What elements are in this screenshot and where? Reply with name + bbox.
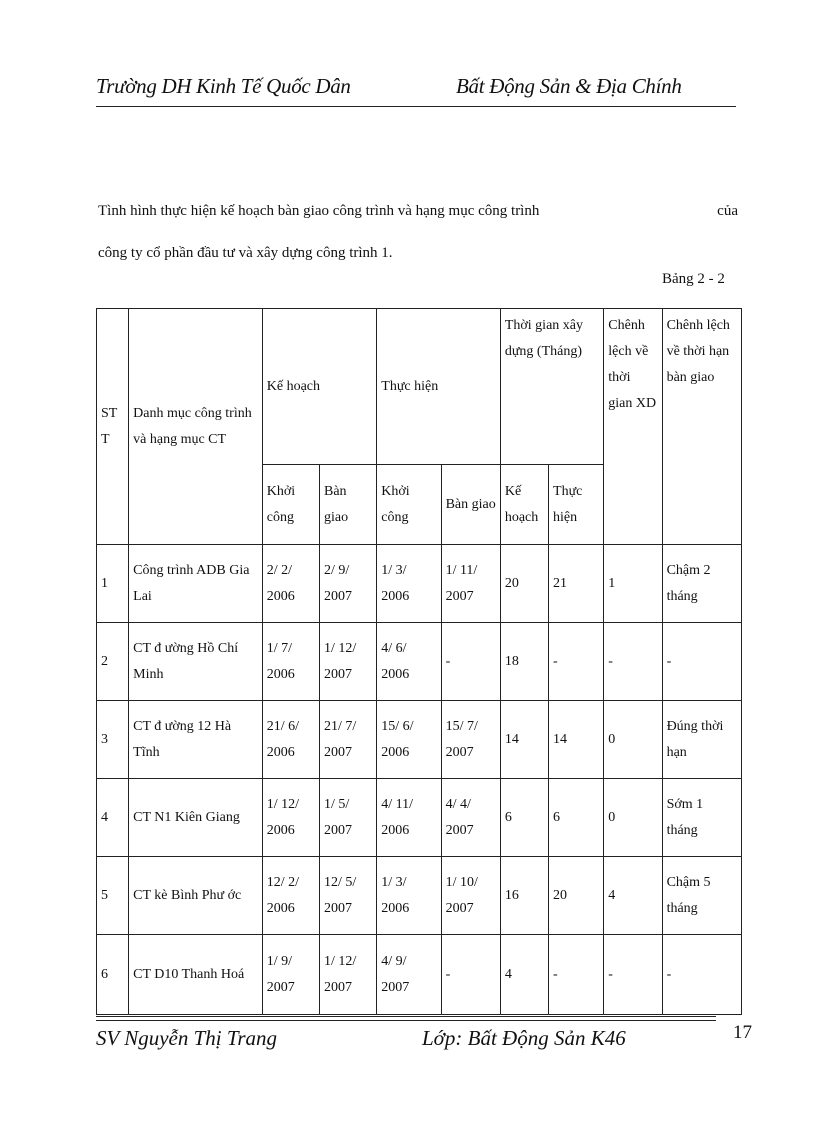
cell-act-handover: 15/ 7/ 2007 xyxy=(441,701,500,779)
cell-plan-handover: 1/ 5/ 2007 xyxy=(320,779,377,857)
cell-dur-actual: 14 xyxy=(549,701,604,779)
th-plan: Kế hoạch xyxy=(262,309,377,465)
cell-stt: 2 xyxy=(97,623,129,701)
cell-dur-plan: 18 xyxy=(500,623,548,701)
cell-act-handover: 1/ 11/ 2007 xyxy=(441,545,500,623)
th-act-handover: Bàn giao xyxy=(441,465,500,545)
cell-act-start: 4/ 11/ 2006 xyxy=(377,779,441,857)
cell-plan-start: 1/ 12/ 2006 xyxy=(262,779,319,857)
cell-diff-time: 1 xyxy=(604,545,662,623)
th-dur-actual: Thực hiện xyxy=(549,465,604,545)
cell-name: CT đ ường 12 Hà Tĩnh xyxy=(129,701,263,779)
cell-dur-plan: 6 xyxy=(500,779,548,857)
th-duration: Thời gian xây dựng (Tháng) xyxy=(500,309,603,465)
th-plan-start: Khởi công xyxy=(262,465,319,545)
cell-diff-handover: Sớm 1 tháng xyxy=(662,779,741,857)
cell-diff-handover: Chậm 2 tháng xyxy=(662,545,741,623)
cell-plan-handover: 1/ 12/ 2007 xyxy=(320,623,377,701)
footer-class: Lớp: Bất Động Sản K46 xyxy=(422,1026,626,1050)
cell-dur-actual: - xyxy=(549,935,604,1015)
intro-text: Tình hình thực hiện kế hoạch bàn giao công trình và hạng mục công trình xyxy=(98,203,540,219)
footer-rule-thin xyxy=(96,1020,716,1021)
intro-paragraph xyxy=(98,190,738,274)
table-row xyxy=(97,935,742,1015)
cell-stt: 6 xyxy=(97,935,129,1015)
page-number: 17 xyxy=(733,1022,752,1043)
page-header xyxy=(96,70,736,107)
th-plan-handover: Bàn giao xyxy=(320,465,377,545)
table-row xyxy=(97,623,742,701)
cell-plan-handover: 2/ 9/ 2007 xyxy=(320,545,377,623)
cell-name: CT đ ường Hồ Chí Minh xyxy=(129,623,263,701)
cell-stt: 4 xyxy=(97,779,129,857)
cell-stt: 3 xyxy=(97,701,129,779)
intro-line-1 xyxy=(98,190,738,232)
cell-act-handover: 1/ 10/ 2007 xyxy=(441,857,500,935)
cell-act-start: 4/ 9/ 2007 xyxy=(377,935,441,1015)
cell-name: Công trình ADB Gia Lai xyxy=(129,545,263,623)
intro-line-2: công ty cổ phần đầu tư và xây dựng công trình 1. xyxy=(98,245,393,261)
cell-diff-handover: - xyxy=(662,935,741,1015)
cell-dur-actual: - xyxy=(549,623,604,701)
cell-diff-handover: Đúng thời hạn xyxy=(662,701,741,779)
table-row xyxy=(97,545,742,623)
cell-stt: 1 xyxy=(97,545,129,623)
cell-dur-plan: 20 xyxy=(500,545,548,623)
cell-dur-plan: 14 xyxy=(500,701,548,779)
cell-plan-start: 1/ 9/ 2007 xyxy=(262,935,319,1015)
table-row xyxy=(97,857,742,935)
cell-diff-handover: - xyxy=(662,623,741,701)
cell-plan-handover: 21/ 7/ 2007 xyxy=(320,701,377,779)
cell-name: CT N1 Kiên Giang xyxy=(129,779,263,857)
cell-act-start: 4/ 6/ 2006 xyxy=(377,623,441,701)
cell-plan-start: 1/ 7/ 2006 xyxy=(262,623,319,701)
cell-act-handover: - xyxy=(441,935,500,1015)
cell-dur-actual: 6 xyxy=(549,779,604,857)
cell-stt: 5 xyxy=(97,857,129,935)
cell-plan-start: 21/ 6/ 2006 xyxy=(262,701,319,779)
cell-dur-actual: 21 xyxy=(549,545,604,623)
cell-name: CT D10 Thanh Hoá xyxy=(129,935,263,1015)
header-department: Bất Động Sản & Địa Chính xyxy=(456,74,682,98)
cell-plan-handover: 1/ 12/ 2007 xyxy=(320,935,377,1015)
cell-plan-start: 12/ 2/ 2006 xyxy=(262,857,319,935)
th-dur-plan: Kế hoạch xyxy=(500,465,548,545)
cell-act-handover: - xyxy=(441,623,500,701)
handover-table xyxy=(96,308,742,1015)
th-diff-handover: Chênh lệch về thời hạn bàn giao xyxy=(662,309,741,545)
cell-diff-time: 4 xyxy=(604,857,662,935)
cell-dur-plan: 4 xyxy=(500,935,548,1015)
table-row xyxy=(97,701,742,779)
cell-name: CT kè Bình Phư ớc xyxy=(129,857,263,935)
header-school: Trường DH Kinh Tế Quốc Dân xyxy=(96,74,351,98)
th-actual: Thực hiện xyxy=(377,309,501,465)
cell-plan-start: 2/ 2/ 2006 xyxy=(262,545,319,623)
cell-diff-time: 0 xyxy=(604,779,662,857)
cell-diff-time: 0 xyxy=(604,701,662,779)
th-category: Danh mục công trình và hạng mục CT xyxy=(129,309,263,545)
cell-act-start: 15/ 6/ 2006 xyxy=(377,701,441,779)
cell-act-handover: 4/ 4/ 2007 xyxy=(441,779,500,857)
header-row-1 xyxy=(97,309,742,465)
table-number: Bảng 2 - 2 xyxy=(662,271,725,287)
th-stt: STT xyxy=(97,309,129,545)
th-diff-time: Chênh lệch về thời gian XD xyxy=(604,309,662,545)
cell-plan-handover: 12/ 5/ 2007 xyxy=(320,857,377,935)
footer-rule xyxy=(96,1016,716,1017)
cell-dur-actual: 20 xyxy=(549,857,604,935)
cell-diff-time: - xyxy=(604,935,662,1015)
cell-diff-handover: Chậm 5 tháng xyxy=(662,857,741,935)
cell-act-start: 1/ 3/ 2006 xyxy=(377,857,441,935)
cell-dur-plan: 16 xyxy=(500,857,548,935)
intro-tail: của xyxy=(717,203,738,219)
cell-act-start: 1/ 3/ 2006 xyxy=(377,545,441,623)
table-row xyxy=(97,779,742,857)
cell-diff-time: - xyxy=(604,623,662,701)
footer-student: SV Nguyễn Thị Trang xyxy=(96,1026,278,1050)
th-act-start: Khởi công xyxy=(377,465,441,545)
